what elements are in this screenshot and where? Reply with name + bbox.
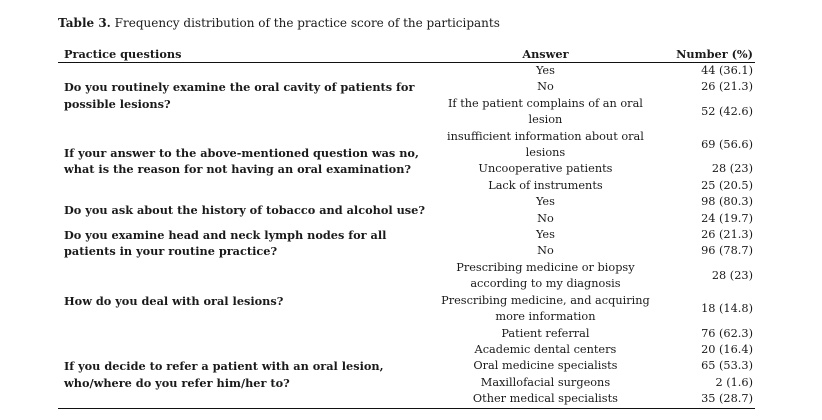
table-row (58, 342, 755, 358)
answer-cell: If the patient complains of an oral lesion (447, 96, 643, 127)
number-cell: 69 (56.6) (701, 137, 753, 151)
number-cell: 26 (21.3) (701, 228, 753, 242)
table-row (58, 194, 755, 210)
number-cell: 28 (23) (711, 269, 753, 283)
number-cell: 52 (42.6) (701, 105, 753, 119)
answer-cell: Prescribing medicine or biopsy according to my diagnosis (456, 260, 635, 291)
frequency-table (58, 46, 755, 409)
answer-cell: Yes (535, 228, 555, 242)
answer-cell: No (537, 211, 554, 225)
answer-cell: Maxillofacial surgeons (480, 375, 611, 389)
answer-cell: Prescribing medicine, and acquiring more information (441, 293, 650, 324)
answer-cell: No (537, 244, 554, 258)
answer-cell: Uncooperative patients (478, 162, 613, 176)
number-cell: 2 (1.6) (715, 375, 753, 389)
answer-cell: Academic dental centers (474, 342, 617, 356)
number-cell: 98 (80.3) (701, 195, 753, 209)
table-row (58, 63, 755, 80)
answer-cell: No (537, 80, 554, 94)
practice-question: Do you ask about the history of tobacco and alcohol use? (64, 203, 425, 218)
number-cell: 28 (23) (711, 162, 753, 176)
table-title: Frequency distribution of the practice score of the participants (110, 16, 500, 30)
header-answer: Answer (522, 47, 569, 61)
practice-question: Do you routinely examine the oral cavity of patients for possible lesions? (64, 80, 415, 111)
table-caption (58, 15, 500, 31)
practice-question: How do you deal with oral lesions? (64, 293, 284, 308)
number-cell: 18 (14.8) (701, 301, 753, 315)
number-cell: 24 (19.7) (701, 211, 753, 225)
table-label: Table 3. (58, 16, 111, 30)
answer-cell: Yes (535, 195, 555, 209)
number-cell: 20 (16.4) (701, 342, 753, 356)
answer-cell: Yes (535, 64, 555, 77)
answer-cell: insufficient information about oral lesions (446, 129, 644, 160)
table-body (58, 63, 755, 409)
practice-question: If you decide to refer a patient with an oral lesion, who/where do you refer him/her to? (64, 359, 384, 390)
number-cell: 44 (36.1) (701, 64, 753, 77)
answer-cell: Patient referral (501, 326, 590, 340)
table-row (58, 260, 755, 293)
answer-cell: Other medical specialists (472, 392, 618, 406)
table-row (58, 129, 755, 162)
table-row (58, 227, 755, 243)
header-practice-questions: Practice questions (64, 47, 182, 61)
number-cell: 26 (21.3) (701, 80, 753, 94)
practice-question: If your answer to the above-mentioned question was no, what is the reason for not having an oral examination? (64, 146, 419, 177)
number-cell: 25 (20.5) (701, 178, 753, 192)
header-row (58, 46, 755, 63)
number-cell: 65 (53.3) (701, 359, 753, 373)
number-cell: 96 (78.7) (701, 244, 753, 258)
practice-question: Do you examine head and neck lymph nodes for all patients in your routine practice? (64, 228, 387, 259)
number-cell: 76 (62.3) (701, 326, 753, 340)
header-number: Number (%) (676, 47, 753, 61)
answer-cell: Lack of instruments (488, 178, 603, 192)
answer-cell: Oral medicine specialists (473, 359, 618, 373)
number-cell: 35 (28.7) (701, 392, 753, 406)
